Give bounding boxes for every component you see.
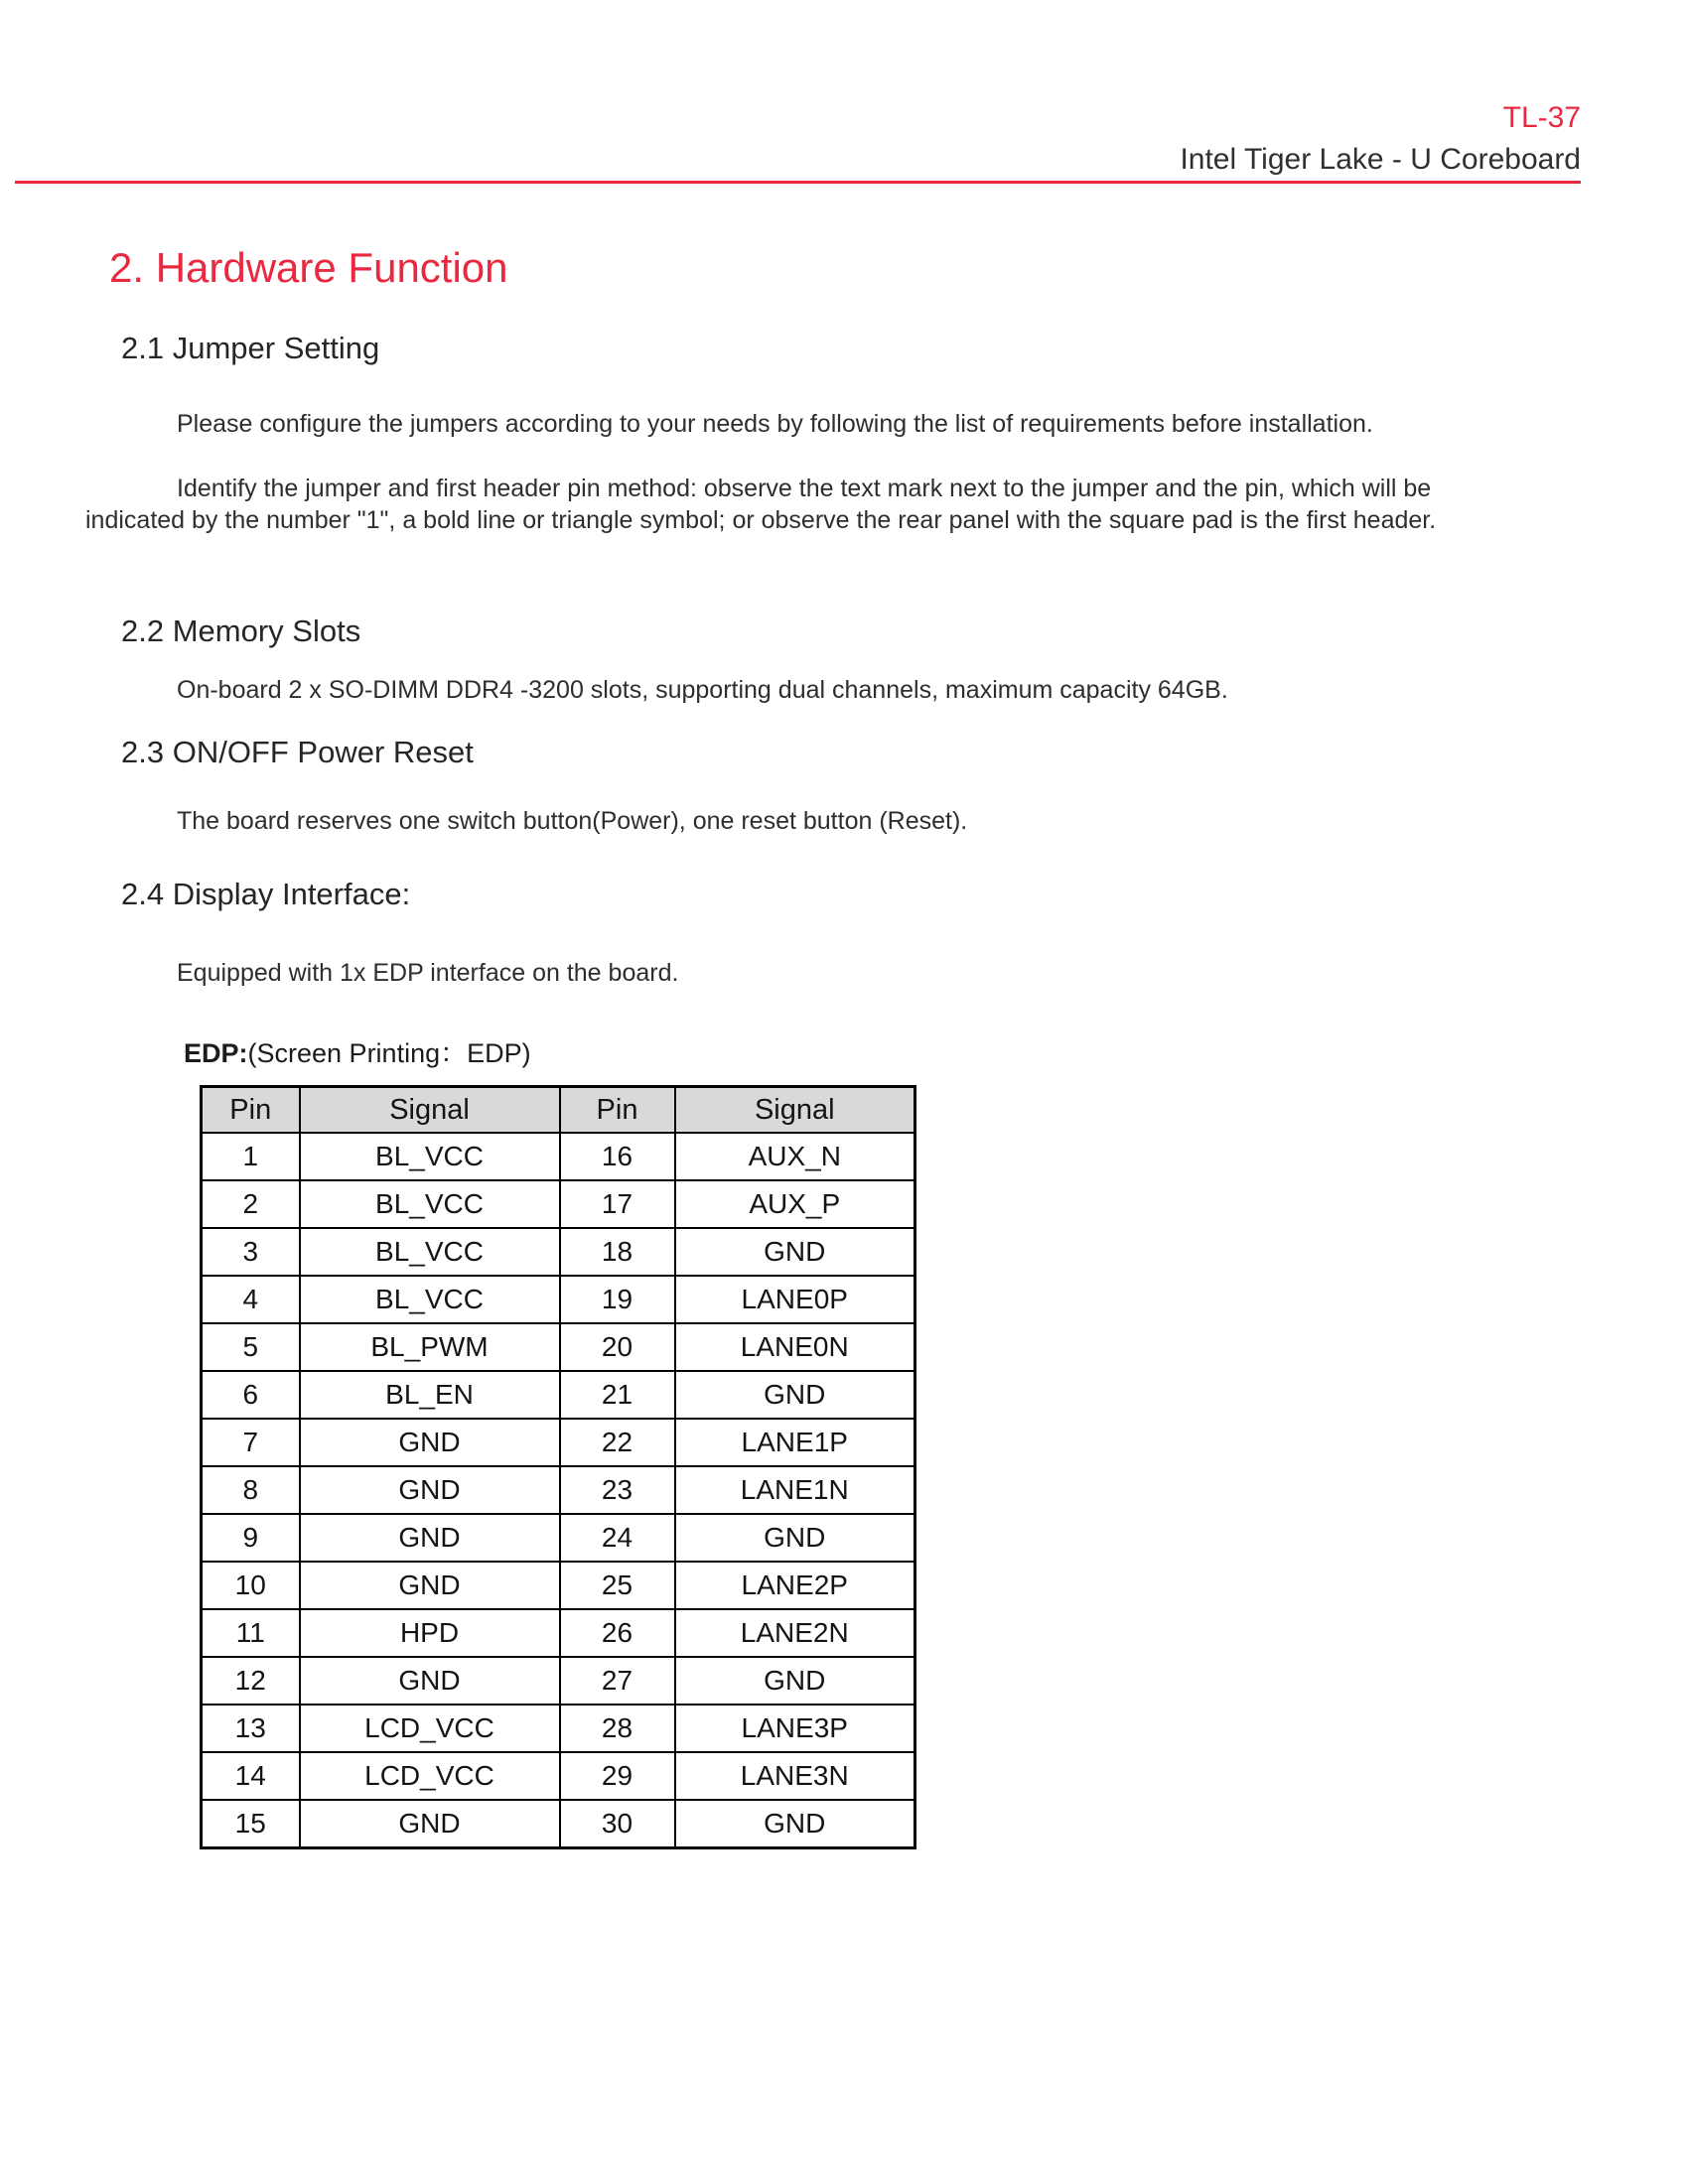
paragraph-jumper-setting-2-line1: Identify the jumper and first header pin method: observe the text mark next to the jumper and the pin, which will be bbox=[177, 475, 1432, 502]
table-row bbox=[202, 1609, 915, 1657]
subsection-heading-display-interface: 2.4 Display Interface: bbox=[121, 877, 411, 911]
pin-cell: 20 bbox=[560, 1323, 675, 1371]
pin-cell: 24 bbox=[560, 1514, 675, 1562]
header-cell-pin-right: Pin bbox=[560, 1087, 675, 1134]
signal-cell: LCD_VCC bbox=[300, 1705, 560, 1752]
paragraph-jumper-setting-2-line2: indicated by the number "1", a bold line or triangle symbol; or observe the rear panel with the square pad is the first header. bbox=[85, 506, 1437, 534]
pin-cell: 23 bbox=[560, 1466, 675, 1514]
pin-cell: 15 bbox=[202, 1800, 300, 1848]
pin-cell: 30 bbox=[560, 1800, 675, 1848]
pin-cell: 8 bbox=[202, 1466, 300, 1514]
pin-cell: 21 bbox=[560, 1371, 675, 1419]
pin-cell: 16 bbox=[560, 1133, 675, 1180]
header-rule bbox=[15, 181, 1581, 184]
subsection-heading-memory-slots: 2.2 Memory Slots bbox=[121, 614, 361, 648]
paragraph-power-reset: The board reserves one switch button(Power), one reset button (Reset). bbox=[177, 807, 968, 835]
signal-cell: LANE0N bbox=[675, 1323, 915, 1371]
pin-cell: 13 bbox=[202, 1705, 300, 1752]
signal-cell: GND bbox=[300, 1657, 560, 1705]
header-cell-pin-left: Pin bbox=[202, 1087, 300, 1134]
pin-cell: 5 bbox=[202, 1323, 300, 1371]
header-cell-signal-left: Signal bbox=[300, 1087, 560, 1134]
table-row bbox=[202, 1705, 915, 1752]
table-row bbox=[202, 1133, 915, 1180]
table-row bbox=[202, 1180, 915, 1228]
table-row bbox=[202, 1228, 915, 1276]
signal-cell: GND bbox=[675, 1514, 915, 1562]
signal-cell: HPD bbox=[300, 1609, 560, 1657]
signal-cell: AUX_P bbox=[675, 1180, 915, 1228]
signal-cell: LANE0P bbox=[675, 1276, 915, 1323]
pin-cell: 9 bbox=[202, 1514, 300, 1562]
table-row bbox=[202, 1514, 915, 1562]
paragraph-jumper-setting-1: Please configure the jumpers according to your needs by following the list of requirements before installation. bbox=[177, 410, 1373, 438]
table-row bbox=[202, 1657, 915, 1705]
signal-cell: LANE3N bbox=[675, 1752, 915, 1800]
pin-cell: 29 bbox=[560, 1752, 675, 1800]
table-row bbox=[202, 1371, 915, 1419]
signal-cell: GND bbox=[675, 1657, 915, 1705]
signal-cell: GND bbox=[675, 1371, 915, 1419]
pin-cell: 18 bbox=[560, 1228, 675, 1276]
signal-cell: BL_EN bbox=[300, 1371, 560, 1419]
signal-cell: LANE3P bbox=[675, 1705, 915, 1752]
edp-table-caption-bold: EDP: bbox=[184, 1038, 248, 1068]
pin-cell: 11 bbox=[202, 1609, 300, 1657]
doc-title: Intel Tiger Lake - U Coreboard bbox=[1180, 143, 1581, 176]
pin-cell: 26 bbox=[560, 1609, 675, 1657]
edp-table-caption bbox=[184, 1036, 531, 1070]
signal-cell: BL_VCC bbox=[300, 1180, 560, 1228]
header-cell-signal-right: Signal bbox=[675, 1087, 915, 1134]
signal-cell: BL_VCC bbox=[300, 1133, 560, 1180]
subsection-heading-jumper-setting: 2.1 Jumper Setting bbox=[121, 331, 380, 365]
pin-cell: 17 bbox=[560, 1180, 675, 1228]
pin-cell: 12 bbox=[202, 1657, 300, 1705]
signal-cell: LANE1N bbox=[675, 1466, 915, 1514]
edp-table-body bbox=[202, 1133, 915, 1848]
paragraph-memory-slots: On-board 2 x SO-DIMM DDR4 -3200 slots, supporting dual channels, maximum capacity 64GB. bbox=[177, 676, 1228, 704]
pin-cell: 2 bbox=[202, 1180, 300, 1228]
signal-cell: GND bbox=[675, 1800, 915, 1848]
signal-cell: AUX_N bbox=[675, 1133, 915, 1180]
pin-cell: 19 bbox=[560, 1276, 675, 1323]
pin-cell: 28 bbox=[560, 1705, 675, 1752]
pin-cell: 10 bbox=[202, 1562, 300, 1609]
doc-code: TL-37 bbox=[1502, 101, 1581, 134]
pin-cell: 25 bbox=[560, 1562, 675, 1609]
signal-cell: GND bbox=[300, 1514, 560, 1562]
table-row bbox=[202, 1419, 915, 1466]
signal-cell: BL_PWM bbox=[300, 1323, 560, 1371]
edp-table-caption-rest: (Screen Printing：EDP) bbox=[247, 1038, 531, 1068]
pin-cell: 1 bbox=[202, 1133, 300, 1180]
signal-cell: LANE2N bbox=[675, 1609, 915, 1657]
pin-cell: 14 bbox=[202, 1752, 300, 1800]
table-row bbox=[202, 1276, 915, 1323]
pin-cell: 3 bbox=[202, 1228, 300, 1276]
pin-cell: 7 bbox=[202, 1419, 300, 1466]
table-row bbox=[202, 1562, 915, 1609]
table-header-row bbox=[202, 1087, 915, 1134]
table-row bbox=[202, 1800, 915, 1848]
edp-table-head bbox=[202, 1087, 915, 1134]
signal-cell: GND bbox=[300, 1466, 560, 1514]
signal-cell: LCD_VCC bbox=[300, 1752, 560, 1800]
table-row bbox=[202, 1466, 915, 1514]
table-row bbox=[202, 1323, 915, 1371]
paragraph-display-interface: Equipped with 1x EDP interface on the board. bbox=[177, 959, 679, 987]
pin-cell: 22 bbox=[560, 1419, 675, 1466]
signal-cell: GND bbox=[675, 1228, 915, 1276]
signal-cell: LANE1P bbox=[675, 1419, 915, 1466]
signal-cell: BL_VCC bbox=[300, 1276, 560, 1323]
pin-cell: 6 bbox=[202, 1371, 300, 1419]
edp-pinout-table bbox=[200, 1085, 916, 1849]
pin-cell: 27 bbox=[560, 1657, 675, 1705]
signal-cell: BL_VCC bbox=[300, 1228, 560, 1276]
pin-cell: 4 bbox=[202, 1276, 300, 1323]
signal-cell: GND bbox=[300, 1800, 560, 1848]
table-row bbox=[202, 1752, 915, 1800]
signal-cell: GND bbox=[300, 1419, 560, 1466]
signal-cell: LANE2P bbox=[675, 1562, 915, 1609]
signal-cell: GND bbox=[300, 1562, 560, 1609]
subsection-heading-power-reset: 2.3 ON/OFF Power Reset bbox=[121, 735, 474, 769]
section-heading-hardware-function: 2. Hardware Function bbox=[109, 244, 508, 291]
